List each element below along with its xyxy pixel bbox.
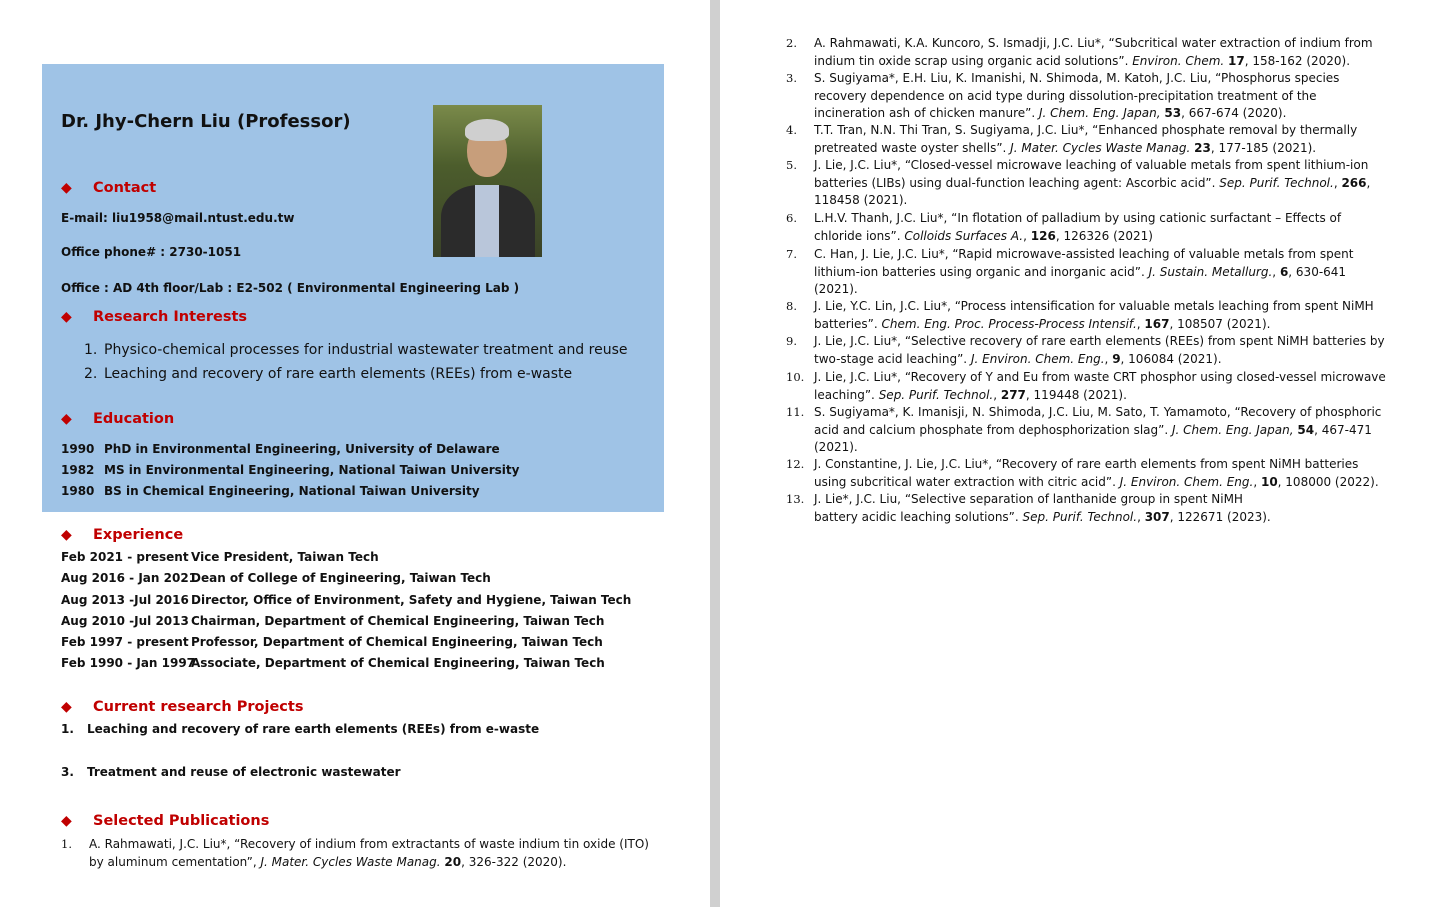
publication-number: 2. — [786, 36, 797, 50]
publication-number: 11. — [786, 405, 805, 419]
diamond-icon: ◆ — [61, 309, 72, 325]
research-item: 2. Leaching and recovery of rare earth elements (REEs) from e-waste — [84, 366, 573, 382]
experience-item: Aug 2013 -Jul 2016 Director, Office of Environment, Safety and Hygiene, Taiwan Tech — [61, 593, 632, 607]
project-item: 3. Treatment and reuse of electronic wastewater — [61, 765, 401, 779]
publication-number: 12. — [786, 457, 805, 471]
experience-heading: ◆ Experience — [61, 527, 184, 543]
experience-item: Aug 2016 - Jan 2021Dean of College of Engineering, Taiwan Tech — [61, 571, 491, 585]
diamond-icon: ◆ — [61, 699, 72, 715]
profile-name: Dr. Jhy-Chern Liu (Professor) — [61, 111, 351, 132]
publications-heading: ◆ Selected Publications — [61, 813, 270, 829]
experience-item: Aug 2010 -Jul 2013 Chairman, Department of Chemical Engineering, Taiwan Tech — [61, 614, 605, 628]
publication-text: S. Sugiyama*, K. Imanisji, N. Shimoda, J.C. Liu, M. Sato, T. Yamamoto, “Recovery of phosphoric acid and calcium phosphate from dephosphorization slag”. J. Chem. Eng. Japan, 54, 467-471 (2021). — [814, 405, 1382, 454]
publication-number: 6. — [786, 211, 797, 225]
publication-text: J. Lie*, J.C. Liu, “Selective separation of lanthanide group in spent NiMH battery acidic leaching solutions”. Sep. Purif. Technol., 307, 122671 (2023). — [814, 492, 1271, 524]
office-line: Office : AD 4th floor/Lab : E2-502 ( Environmental Engineering Lab ) — [61, 281, 520, 295]
research-item: 1. Physico-chemical processes for industrial wastewater treatment and reuse — [84, 342, 628, 358]
publication-text: S. Sugiyama*, E.H. Liu, K. Imanishi, N. Shimoda, M. Katoh, J.C. Liu, “Phosphorus species recovery dependence on acid type during dissolution-precipitation treatment of the incineration ash of chicken manure”. J. Chem. Eng. Japan, 53, 667-674 (2020). — [814, 71, 1340, 120]
left-page — [0, 0, 710, 907]
publication-text: J. Lie, Y.C. Lin, J.C. Liu*, “Process intensification for valuable metals leaching from spent NiMH batteries”. Chem. Eng. Proc. Process-Process Intensif., 167, 108507 (2021). — [814, 299, 1374, 331]
education-item: 1990 PhD in Environmental Engineering, University of Delaware — [61, 442, 500, 456]
publication-text: J. Constantine, J. Lie, J.C. Liu*, “Recovery of rare earth elements from spent NiMH batteries using subcritical water extraction with citric acid”. J. Environ. Chem. Eng., 10, 108000 (2022). — [814, 457, 1379, 489]
experience-item: Feb 1990 - Jan 1997Associate, Department of Chemical Engineering, Taiwan Tech — [61, 656, 605, 670]
contact-heading: ◆ Contact — [61, 180, 157, 196]
diamond-icon: ◆ — [61, 180, 72, 196]
publication-number: 4. — [786, 123, 797, 137]
publication-number: 3. — [786, 71, 797, 85]
publication-number: 8. — [786, 299, 797, 313]
diamond-icon: ◆ — [61, 527, 72, 543]
diamond-icon: ◆ — [61, 813, 72, 829]
email-line: E-mail: liu1958@mail.ntust.edu.tw — [61, 211, 295, 225]
phone-line: Office phone# : 2730-1051 — [61, 245, 242, 259]
publication-text: J. Lie, J.C. Liu*, “Selective recovery of rare earth elements (REEs) from spent NiMH batteries by two-stage acid leaching”. J. Environ. Chem. Eng., 9, 106084 (2021). — [814, 334, 1385, 366]
profile-photo — [433, 105, 542, 257]
projects-heading: ◆ Current research Projects — [61, 699, 304, 715]
publication-number: 5. — [786, 158, 797, 172]
education-heading: ◆ Education — [61, 411, 175, 427]
education-item: 1982 MS in Environmental Engineering, National Taiwan University — [61, 463, 520, 477]
experience-item: Feb 1997 - present Professor, Department of Chemical Engineering, Taiwan Tech — [61, 635, 603, 649]
publication-text: T.T. Tran, N.N. Thi Tran, S. Sugiyama, J.C. Liu*, “Enhanced phosphate removal by thermally pretreated waste oyster shells”. J. Mater. Cycles Waste Manag. 23, 177-185 (2021). — [814, 123, 1358, 155]
publication-number: 1. — [61, 837, 72, 851]
publication-text: J. Lie, J.C. Liu*, “Closed-vessel microwave leaching of valuable metals from spent lithium-ion batteries (LIBs) using dual-function leaching agent: Ascorbic acid”. Sep. Purif. Technol., 266, 118458 (2021). — [814, 158, 1371, 207]
publication-text: A. Rahmawati, J.C. Liu*, “Recovery of indium from extractants of waste indium tin oxide (ITO) by aluminum cementation”, J. Mater. Cycles Waste Manag. 20, 326-322 (2020). — [89, 837, 649, 869]
project-item: 1. Leaching and recovery of rare earth elements (REEs) from e-waste — [61, 722, 540, 736]
right-page — [720, 0, 1429, 907]
publication-text: A. Rahmawati, K.A. Kuncoro, S. Ismadji, J.C. Liu*, “Subcritical water extraction of indium from indium tin oxide scrap using organic acid solutions”. Environ. Chem. 17, 158-162 (2020). — [814, 36, 1373, 68]
page-divider — [710, 0, 720, 907]
publication-number: 13. — [786, 492, 805, 506]
publication-text: J. Lie, J.C. Liu*, “Recovery of Y and Eu from waste CRT phosphor using closed-vessel microwave leaching”. Sep. Purif. Technol., 277, 119448 (2021). — [814, 370, 1386, 402]
diamond-icon: ◆ — [61, 411, 72, 427]
publication-text: L.H.V. Thanh, J.C. Liu*, “In flotation of palladium by using cationic surfactant – Effects of chloride ions”. Colloids Surfaces A., 126, 126326 (2021) — [814, 211, 1342, 243]
publication-number: 9. — [786, 334, 797, 348]
publication-number: 10. — [786, 370, 805, 384]
publication-number: 7. — [786, 247, 797, 261]
education-item: 1980 BS in Chemical Engineering, National Taiwan University — [61, 484, 480, 498]
publication-text: C. Han, J. Lie, J.C. Liu*, “Rapid microwave-assisted leaching of valuable metals from spent lithium-ion batteries using organic and inorganic acid”. J. Sustain. Metallurg., 6, 630-641 (2021). — [814, 247, 1354, 296]
research-heading: ◆ Research Interests — [61, 309, 248, 325]
experience-item: Feb 2021 - present Vice President, Taiwan Tech — [61, 550, 379, 564]
